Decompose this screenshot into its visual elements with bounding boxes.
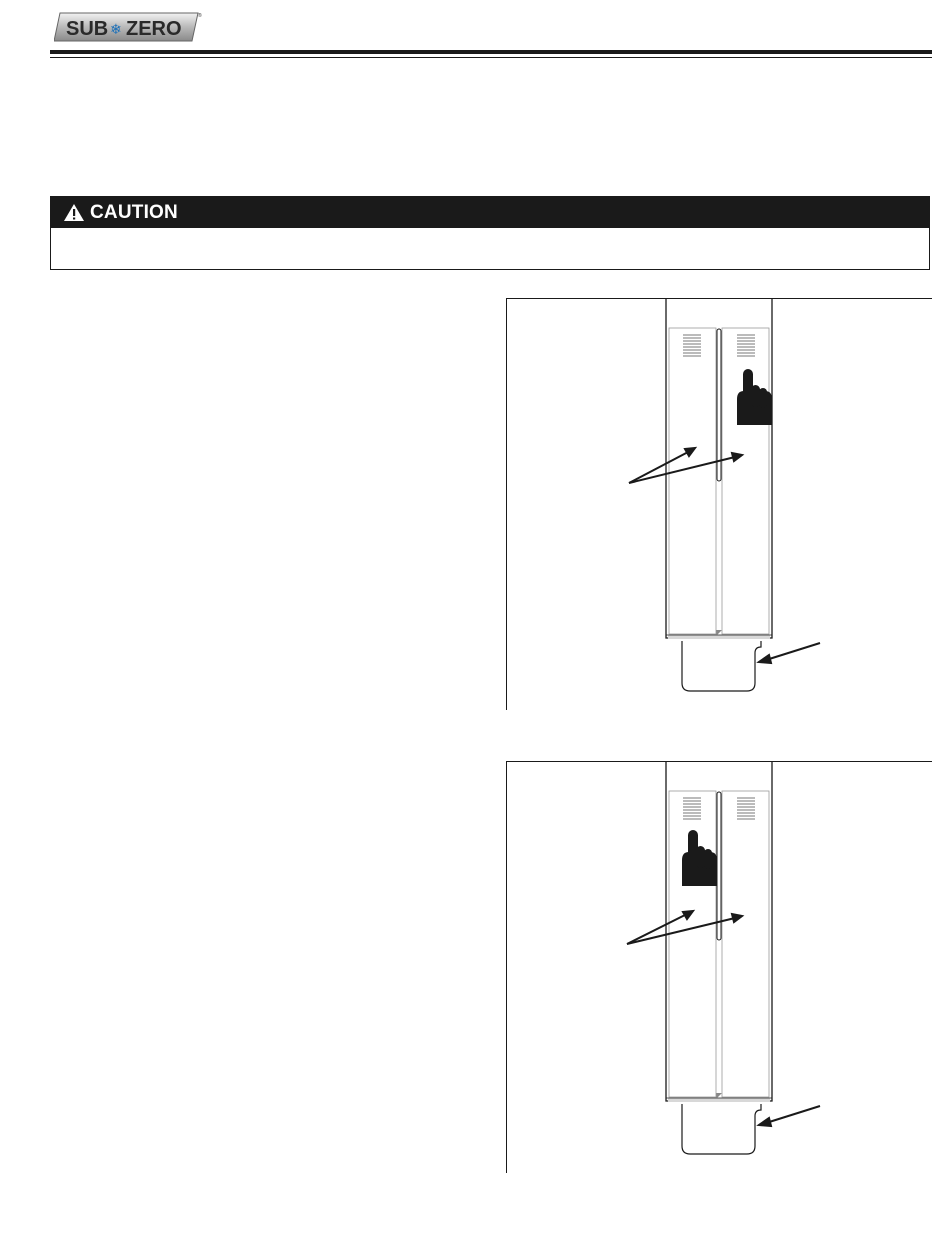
figure-remove-filter-left bbox=[506, 761, 932, 1173]
callout-arrow-filter bbox=[759, 1106, 820, 1126]
svg-text:SUB: SUB bbox=[66, 18, 109, 40]
brand-logo bbox=[54, 9, 204, 45]
svg-text:❄: ❄ bbox=[110, 22, 122, 38]
callout-arrow-filter bbox=[759, 643, 820, 663]
caution-title: CAUTION bbox=[90, 201, 178, 223]
caution-header bbox=[51, 197, 929, 228]
figure-remove-filter-right bbox=[506, 298, 932, 710]
svg-text:®: ® bbox=[198, 13, 202, 19]
caution-box bbox=[50, 196, 930, 270]
warning-triangle-icon bbox=[63, 203, 85, 222]
water-filter-cartridge bbox=[682, 641, 761, 691]
svg-text:ZERO: ZERO bbox=[126, 18, 182, 40]
water-filter-cartridge bbox=[682, 1104, 761, 1154]
header-rule-thin bbox=[50, 57, 932, 58]
header-rule-thick bbox=[50, 50, 932, 54]
release-button-right bbox=[722, 791, 769, 1097]
release-button-left bbox=[669, 328, 716, 634]
caution-body bbox=[51, 228, 929, 269]
